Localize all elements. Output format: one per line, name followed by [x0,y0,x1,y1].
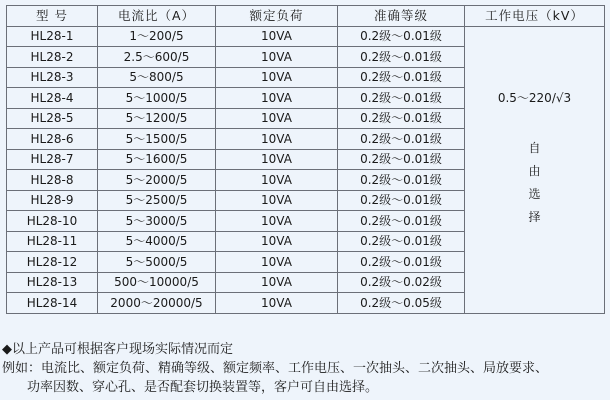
cell-model: HL28-14 [7,293,98,314]
header-accuracy: 准确等级 [338,6,465,27]
cell-load: 10VA [216,108,338,129]
cell-model: HL28-7 [7,149,98,170]
cell-model: HL28-8 [7,170,98,191]
cell-accuracy: 0.2级～0.01级 [338,47,465,68]
cell-accuracy: 0.2级～0.01级 [338,252,465,273]
cell-accuracy: 0.2级～0.01级 [338,170,465,191]
cell-ratio: 5～2500/5 [98,190,216,211]
voltage-free-char: 选 [528,186,541,201]
header-load: 额定负荷 [216,6,338,27]
cell-model: HL28-13 [7,272,98,293]
cell-load: 10VA [216,67,338,88]
cell-ratio: 5～4000/5 [98,231,216,252]
notes [2,340,548,397]
cell-ratio: 5～2000/5 [98,170,216,191]
cell-model: HL28-11 [7,231,98,252]
cell-accuracy: 0.2级～0.01级 [338,211,465,232]
cell-model: HL28-9 [7,190,98,211]
cell-accuracy: 0.2级～0.01级 [338,88,465,109]
cell-ratio: 2000～20000/5 [98,293,216,314]
voltage-free-char: 自 [528,140,541,155]
voltage-free-char: 择 [528,209,541,224]
cell-accuracy: 0.2级～0.01级 [338,149,465,170]
cell-load: 10VA [216,149,338,170]
cell-accuracy: 0.2级～0.01级 [338,26,465,47]
cell-ratio: 5～1600/5 [98,149,216,170]
cell-accuracy: 0.2级～0.01级 [338,231,465,252]
cell-load: 10VA [216,231,338,252]
cell-model: HL28-4 [7,88,98,109]
header-model: 型 号 [7,6,98,27]
spec-table [6,5,605,314]
note-line-1: ◆以上产品可根据客户现场实际情况而定 [2,342,233,357]
cell-model: HL28-5 [7,108,98,129]
table-row [7,26,605,47]
cell-accuracy: 0.2级～0.01级 [338,67,465,88]
cell-accuracy: 0.2级～0.02级 [338,272,465,293]
cell-voltage [465,26,605,313]
cell-accuracy: 0.2级～0.01级 [338,129,465,150]
header-voltage: 工作电压（kV） [465,6,605,27]
cell-model: HL28-10 [7,211,98,232]
cell-load: 10VA [216,129,338,150]
table-body [7,26,605,313]
cell-accuracy: 0.2级～0.05级 [338,293,465,314]
cell-load: 10VA [216,252,338,273]
cell-ratio: 2.5～600/5 [98,47,216,68]
cell-model: HL28-6 [7,129,98,150]
note-line-2: 例如：电流比、额定负荷、精确等级、额定频率、工作电压、一次抽头、二次抽头、局放要求、 [2,361,549,376]
voltage-range: 0.5～220/√3 [497,90,572,105]
cell-model: HL28-2 [7,47,98,68]
cell-ratio: 5～3000/5 [98,211,216,232]
cell-model: HL28-1 [7,26,98,47]
cell-load: 10VA [216,47,338,68]
cell-model: HL28-12 [7,252,98,273]
cell-load: 10VA [216,190,338,211]
cell-load: 10VA [216,293,338,314]
cell-model: HL28-3 [7,67,98,88]
cell-load: 10VA [216,272,338,293]
cell-load: 10VA [216,170,338,191]
cell-load: 10VA [216,26,338,47]
cell-ratio: 5～1000/5 [98,88,216,109]
cell-ratio: 5～800/5 [98,67,216,88]
table-header-row [7,6,605,27]
cell-ratio: 500～10000/5 [98,272,216,293]
cell-ratio: 5～5000/5 [98,252,216,273]
note-line-3: 功率因数、穿心孔、是否配套切换装置等，客户可自由选择。 [27,380,379,395]
voltage-free-char: 由 [528,163,541,178]
header-ratio: 电流比（A） [98,6,216,27]
cell-ratio: 1～200/5 [98,26,216,47]
cell-load: 10VA [216,211,338,232]
cell-accuracy: 0.2级～0.01级 [338,190,465,211]
cell-ratio: 5～1500/5 [98,129,216,150]
cell-ratio: 5～1200/5 [98,108,216,129]
voltage-free-choice [465,137,604,229]
cell-accuracy: 0.2级～0.01级 [338,108,465,129]
cell-load: 10VA [216,88,338,109]
